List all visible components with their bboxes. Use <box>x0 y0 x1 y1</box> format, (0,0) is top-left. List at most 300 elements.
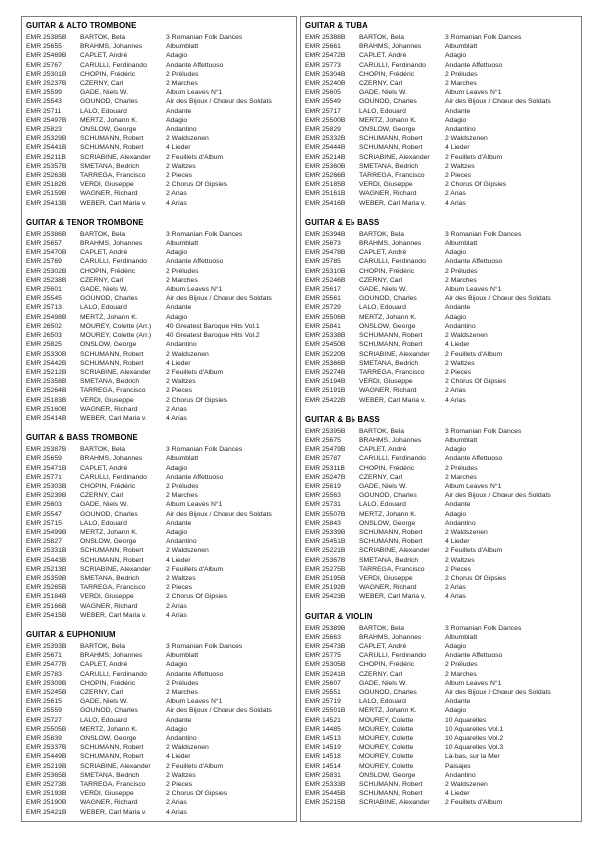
piece-title: 4 Arias <box>166 414 187 422</box>
piece-title: 3 Romanian Folk Dances <box>166 230 243 238</box>
piece-title: Andante Affettuoso <box>445 258 503 266</box>
table-row <box>26 500 292 509</box>
piece-title: 2 Waldszenen <box>445 135 488 143</box>
table-row <box>305 396 577 405</box>
composer-name: CARULLI, Ferdinando <box>359 652 426 660</box>
table-row <box>305 143 577 152</box>
table-row <box>26 670 292 679</box>
table-row <box>305 510 577 519</box>
composer-name: SCHUMANN, Robert <box>359 781 423 789</box>
piece-title: 40 Greatest Baroque Hits Vol.2 <box>166 332 260 340</box>
composer-name: LALO, Edouard <box>359 698 406 706</box>
composer-name: CAPLET, André <box>359 52 407 60</box>
section-title: GUITAR & EUPHONIUM <box>26 629 116 639</box>
table-row <box>26 510 292 519</box>
catalog-number: EMR 25603 <box>26 501 62 509</box>
composer-name: SMETANA, Bedrich <box>80 162 140 170</box>
table-row <box>305 528 577 537</box>
catalog-number: EMR 25395B <box>305 427 346 435</box>
table-row <box>305 153 577 162</box>
composer-name: BRAHMS, Johannes <box>80 455 143 463</box>
piece-title: 2 Chorus Of Gipsies <box>166 181 228 189</box>
composer-name: TARREGA, Francisco <box>80 387 146 395</box>
catalog-number: EMR 25601 <box>26 286 62 294</box>
catalog-number: EMR 25311B <box>305 464 345 472</box>
catalog-number: EMR 25413B <box>26 199 67 207</box>
table-row <box>305 445 577 454</box>
piece-title: 2 Arias <box>445 190 466 198</box>
composer-name: LALO, Edouard <box>80 519 127 527</box>
composer-name: CZERNY, Carl <box>80 689 124 696</box>
table-row <box>26 592 292 601</box>
table-row <box>26 445 292 454</box>
table-row <box>305 642 577 651</box>
table-row <box>305 780 577 789</box>
composer-name: SCHUMANN, Robert <box>80 547 144 555</box>
piece-title: Air des Bijoux / Chœur des Soldats <box>445 689 551 696</box>
table-row <box>26 386 292 395</box>
composer-name: BARTOK, Bela <box>359 34 405 41</box>
table-row <box>305 257 577 266</box>
piece-title: Albumblatt <box>445 43 478 51</box>
table-row <box>26 313 292 322</box>
table-row <box>305 688 577 697</box>
table-row <box>305 771 577 780</box>
composer-name: MOUREY, Colette <box>359 716 414 724</box>
table-row <box>26 574 292 583</box>
piece-title: Album Leaves N°1 <box>445 679 502 687</box>
section-title: GUITAR & TENOR TROMBONE <box>26 217 144 227</box>
catalog-number: EMR 25823 <box>26 126 62 134</box>
composer-name: SCRIABINE, Alexander <box>359 350 430 358</box>
piece-title: 2 Pieces <box>445 172 472 180</box>
catalog-number: EMR 25264B <box>26 387 67 395</box>
catalog-number: EMR 25357B <box>26 162 67 170</box>
composer-name: MERTZ, Johann K. <box>359 116 417 124</box>
composer-name: CAPLET, André <box>359 249 407 257</box>
catalog-number: EMR 25617 <box>305 286 341 294</box>
table-row <box>305 199 577 208</box>
piece-title: Andantino <box>445 519 476 527</box>
composer-name: CARULLI, Ferdinando <box>359 61 426 69</box>
piece-title: Andante <box>166 519 192 527</box>
piece-title: Air des Bijoux / Chœur des Soldats <box>445 295 551 303</box>
piece-title: 2 Waldszenen <box>445 781 488 789</box>
composer-name: WAGNER, Richard <box>359 584 417 592</box>
section-title: GUITAR & BASS TROMBONE <box>26 433 138 443</box>
instrument-section <box>26 218 292 423</box>
piece-title: Andantino <box>445 126 476 134</box>
composer-name: VERDI, Giuseppe <box>80 790 134 798</box>
piece-title: 2 Waltzes <box>445 556 475 564</box>
piece-title: Albumblatt <box>445 436 478 444</box>
table-row <box>26 491 292 500</box>
composer-name: GADE, Niels W. <box>359 286 407 294</box>
table-row <box>305 697 577 706</box>
catalog-number: EMR 25194B <box>305 378 346 386</box>
table-row <box>26 528 292 537</box>
composer-name: WAGNER, Richard <box>80 190 138 198</box>
table-row <box>305 725 577 734</box>
catalog-number: EMR 25239B <box>26 492 67 500</box>
composer-name: MERTZ, Johann K. <box>359 510 417 518</box>
table-row <box>305 473 577 482</box>
composer-name: BRAHMS, Johannes <box>80 240 143 248</box>
piece-title: 2 Feuillets d'Album <box>445 350 503 358</box>
catalog-number: EMR 25161B <box>305 190 346 198</box>
catalog-number: EMR 25182B <box>26 181 67 189</box>
table-row <box>305 574 577 583</box>
catalog-number: EMR 25301B <box>26 70 67 78</box>
composer-name: GADE, Niels W. <box>359 482 407 490</box>
composer-name: MOUREY, Colette (Arr.) <box>80 322 152 330</box>
table-row <box>305 377 577 386</box>
piece-title: Andante <box>166 716 192 724</box>
composer-name: ONSLOW, George <box>359 126 416 134</box>
composer-name: TARREGA, Francisco <box>80 172 146 180</box>
piece-title: 2 Pieces <box>166 781 193 789</box>
table-row <box>26 79 292 88</box>
composer-name: SCHUMANN, Robert <box>80 135 144 143</box>
table-row <box>305 51 577 60</box>
composer-name: SCRIABINE, Alexander <box>80 368 151 376</box>
table-row <box>26 789 292 798</box>
piece-title: 2 Feuillets d'Album <box>166 153 224 161</box>
catalog-number: EMR 25471B <box>26 464 67 472</box>
piece-title: 2 Marches <box>445 670 477 678</box>
catalog-number: EMR 25221B <box>305 547 346 555</box>
catalog-number: EMR 25717 <box>305 107 341 115</box>
composer-name: SCHUMANN, Robert <box>80 350 144 358</box>
table-row <box>26 602 292 611</box>
piece-title: 4 Lieder <box>166 359 191 367</box>
piece-title: Adagio <box>445 642 467 650</box>
catalog-number: EMR 25386B <box>26 230 67 238</box>
table-row <box>26 125 292 134</box>
piece-title: Andante <box>445 501 471 509</box>
composer-name: WEBER, Carl Maria v. <box>359 396 426 404</box>
table-row <box>26 276 292 285</box>
composer-name: BRAHMS, Johannes <box>359 43 422 51</box>
table-row <box>305 454 577 463</box>
composer-name: SCHUMANN, Robert <box>359 144 423 152</box>
composer-name: GADE, Niels W. <box>359 679 407 687</box>
catalog-number: EMR 25783 <box>26 670 62 678</box>
instrument-section <box>26 630 292 817</box>
catalog-number: EMR 25266B <box>305 172 346 180</box>
catalog-number: EMR 25559 <box>26 707 62 715</box>
table-row <box>26 33 292 42</box>
catalog-number: EMR 25166B <box>26 602 67 610</box>
piece-title: 2 Chorus Of Gipsies <box>166 396 228 404</box>
composer-name: CAPLET, André <box>359 642 407 650</box>
catalog-number: EMR 14519 <box>305 744 341 752</box>
piece-title: Adagio <box>166 313 188 321</box>
table-row <box>305 61 577 70</box>
composer-name: CAPLET, André <box>80 464 128 472</box>
composer-name: SCHUMANN, Robert <box>80 144 144 152</box>
piece-title: Album Leaves N°1 <box>445 89 502 97</box>
composer-name: GOUNOD, Charles <box>359 689 417 696</box>
table-row <box>26 688 292 697</box>
composer-name: CARULLI, Ferdinando <box>359 455 426 463</box>
catalog-number: EMR 25387B <box>26 446 67 454</box>
catalog-number: EMR 25415B <box>26 611 67 619</box>
composer-name: SCHUMANN, Robert <box>80 359 144 367</box>
table-row <box>26 565 292 574</box>
table-row <box>26 611 292 620</box>
section-title: GUITAR & E♭ BASS <box>305 217 380 227</box>
catalog-number: EMR 25246B <box>305 276 346 284</box>
composer-name: VERDI, Giuseppe <box>359 181 413 189</box>
table-row <box>305 500 577 509</box>
piece-title: Andante <box>445 698 471 706</box>
piece-title: Album Leaves N°1 <box>445 482 502 490</box>
catalog-number: EMR 25673 <box>305 240 341 248</box>
table-row <box>26 808 292 817</box>
catalog-number: EMR 25394B <box>305 230 346 238</box>
table-row <box>26 743 292 752</box>
table-row <box>26 248 292 257</box>
piece-title: 2 Arias <box>445 387 466 395</box>
piece-title: Adagio <box>445 52 467 60</box>
composer-name: LALO, Edouard <box>359 304 406 312</box>
table-row <box>26 134 292 143</box>
composer-name: BARTOK, Bela <box>80 642 126 650</box>
catalog-number: EMR 25775 <box>305 652 341 660</box>
table-row <box>26 116 292 125</box>
piece-title: 4 Lieder <box>166 144 191 152</box>
catalog-number: EMR 25501B <box>305 707 346 715</box>
piece-title: 2 Pieces <box>166 584 193 592</box>
piece-title: Andante <box>166 107 192 115</box>
piece-title: Andante <box>166 304 192 312</box>
composer-name: CAPLET, André <box>80 249 128 257</box>
composer-name: GADE, Niels W. <box>80 501 128 509</box>
table-row <box>26 350 292 359</box>
piece-title: Air des Bijoux / Chœur des Soldats <box>166 707 272 715</box>
table-row <box>26 725 292 734</box>
table-row <box>305 331 577 340</box>
piece-title: Andantino <box>445 322 476 330</box>
composer-name: GADE, Niels W. <box>80 698 128 706</box>
catalog-number: EMR 25241B <box>305 670 346 678</box>
table-row <box>26 556 292 565</box>
piece-title: 2 Waltzes <box>166 574 196 582</box>
table-row <box>305 624 577 633</box>
composer-name: CAPLET, André <box>80 52 128 60</box>
catalog-number: EMR 25451B <box>305 538 346 546</box>
table-row <box>305 716 577 725</box>
piece-title: 4 Arias <box>166 199 187 207</box>
piece-title: Adagio <box>445 313 467 321</box>
catalog-number: EMR 25449B <box>26 753 67 761</box>
catalog-number: EMR 25607 <box>305 679 341 687</box>
catalog-number: EMR 25767 <box>26 61 62 69</box>
piece-title: 4 Lieder <box>445 538 470 546</box>
piece-title: 4 Arias <box>166 808 187 816</box>
composer-name: WAGNER, Richard <box>80 799 138 807</box>
catalog-number: EMR 26502 <box>26 322 62 330</box>
piece-title: 10 Aquarelles Vol.1 <box>445 725 504 733</box>
instrument-section <box>305 415 577 602</box>
catalog-number: EMR 25442B <box>26 359 67 367</box>
piece-title: 4 Lieder <box>445 341 470 349</box>
table-row <box>26 482 292 491</box>
piece-title: Album Leaves N°1 <box>445 286 502 294</box>
piece-title: Album Leaves N°1 <box>166 698 223 706</box>
composer-name: BRAHMS, Johannes <box>80 652 143 660</box>
table-row <box>305 546 577 555</box>
composer-name: GOUNOD, Charles <box>359 295 417 303</box>
catalog-number: EMR 25195B <box>305 574 346 582</box>
composer-name: BARTOK, Bela <box>80 34 126 41</box>
catalog-number: EMR 25615 <box>26 698 62 706</box>
catalog-number: EMR 25359B <box>26 574 67 582</box>
catalog-number: EMR 25184B <box>26 593 67 601</box>
piece-title: 2 Marches <box>166 689 198 696</box>
piece-title: 2 Préludes <box>166 679 199 687</box>
table-row <box>26 679 292 688</box>
composer-name: MOUREY, Colette <box>359 744 414 752</box>
table-row <box>305 230 577 239</box>
catalog-number: EMR 25185B <box>305 181 346 189</box>
piece-title: 4 Arias <box>166 611 187 619</box>
catalog-number: EMR 25661 <box>305 43 341 51</box>
catalog-number: EMR 25421B <box>26 808 67 816</box>
catalog-number: EMR 25785 <box>305 258 341 266</box>
catalog-number: EMR 25443B <box>26 556 67 564</box>
table-row <box>26 473 292 482</box>
catalog-number: EMR 25551 <box>305 689 341 696</box>
catalog-number: EMR 25332B <box>305 135 346 143</box>
composer-name: CHOPIN, Frédéric <box>80 679 136 687</box>
table-row <box>26 546 292 555</box>
table-row <box>26 377 292 386</box>
catalog-number: EMR 25213B <box>26 565 67 573</box>
catalog-number: EMR 25265B <box>26 584 67 592</box>
catalog-number: EMR 25191B <box>305 387 346 395</box>
composer-name: MERTZ, Johann K. <box>80 528 138 536</box>
table-row <box>26 368 292 377</box>
catalog-number: EMR 25731 <box>305 501 341 509</box>
section-title: GUITAR & ALTO TROMBONE <box>26 21 137 30</box>
table-row <box>305 171 577 180</box>
table-row <box>305 294 577 303</box>
piece-title: Andantino <box>166 126 197 134</box>
catalog-number: EMR 25619 <box>305 482 341 490</box>
catalog-number: EMR 25499B <box>26 528 67 536</box>
table-row <box>26 583 292 592</box>
piece-title: 2 Préludes <box>166 267 199 275</box>
catalog-number: EMR 14521 <box>305 716 341 724</box>
piece-title: 2 Préludes <box>445 70 478 78</box>
catalog-number: EMR 25393B <box>26 642 67 650</box>
catalog-number: EMR 14485 <box>305 725 341 733</box>
composer-name: SCRIABINE, Alexander <box>359 799 430 807</box>
composer-name: VERDI, Giuseppe <box>80 181 134 189</box>
composer-name: CHOPIN, Frédéric <box>359 464 415 472</box>
catalog-number: EMR 25159B <box>26 190 67 198</box>
piece-title: Adagio <box>166 528 188 536</box>
composer-name: CHOPIN, Frédéric <box>80 267 136 275</box>
table-row <box>26 359 292 368</box>
catalog-number: EMR 25192B <box>305 584 346 592</box>
table-row <box>26 51 292 60</box>
table-row <box>26 405 292 414</box>
piece-title: 2 Arias <box>166 602 187 610</box>
piece-title: 2 Marches <box>445 473 477 481</box>
composer-name: VERDI, Giuseppe <box>359 574 413 582</box>
piece-title: 2 Feuillets d'Album <box>445 799 503 807</box>
catalog-number: EMR 25659 <box>26 455 62 463</box>
instrument-section <box>26 21 292 208</box>
composer-name: BRAHMS, Johannes <box>359 436 422 444</box>
catalog-number: EMR 25506B <box>305 313 346 321</box>
composer-name: SCHUMANN, Robert <box>359 790 423 798</box>
composer-name: MOUREY, Colette <box>359 762 414 770</box>
piece-title: 2 Pieces <box>445 368 472 376</box>
piece-title: Albumblatt <box>166 652 199 660</box>
catalog-number: EMR 25360B <box>305 162 346 170</box>
catalog-number: EMR 25183B <box>26 396 67 404</box>
composer-name: ONSLOW, George <box>80 126 137 134</box>
piece-title: 3 Romanian Folk Dances <box>166 34 243 41</box>
piece-title: 2 Chorus Of Gipsies <box>445 574 507 582</box>
catalog-number: EMR 25237B <box>26 80 67 88</box>
composer-name: SCHUMANN, Robert <box>359 341 423 349</box>
catalog-number: EMR 25238B <box>26 276 67 284</box>
table-row <box>26 798 292 807</box>
piece-title: 2 Waldszenen <box>445 528 488 536</box>
catalog-number: EMR 25309B <box>26 679 67 687</box>
catalog-number: EMR 25497B <box>26 116 67 124</box>
table-row <box>305 42 577 51</box>
piece-title: Air des Bijoux / Chœur des Soldats <box>166 295 272 303</box>
composer-name: WEBER, Carl Maria v. <box>359 593 426 601</box>
table-row <box>26 396 292 405</box>
piece-title: Album Leaves N°1 <box>166 501 223 509</box>
catalog-number: EMR 25303B <box>26 482 67 490</box>
catalog-number: EMR 25547 <box>26 510 62 518</box>
catalog-number: EMR 25729 <box>305 304 341 312</box>
table-row <box>26 331 292 340</box>
table-row <box>305 482 577 491</box>
catalog-number: EMR 14513 <box>305 735 341 743</box>
table-row <box>26 780 292 789</box>
table-row <box>305 565 577 574</box>
table-row <box>305 70 577 79</box>
composer-name: CARULLI, Ferdinando <box>80 258 147 266</box>
composer-name: ONSLOW, George <box>80 538 137 546</box>
piece-title: Andantino <box>445 771 476 779</box>
composer-name: LALO, Edouard <box>80 107 127 115</box>
piece-title: 2 Waltzes <box>166 771 196 779</box>
catalog-number: EMR 25500B <box>305 116 346 124</box>
catalog-number: EMR 25422B <box>305 396 346 404</box>
catalog-number: EMR 25450B <box>305 341 346 349</box>
catalog-number: EMR 25339B <box>305 528 346 536</box>
catalog-number: EMR 25366B <box>305 359 346 367</box>
table-row <box>305 189 577 198</box>
catalog-number: EMR 25338B <box>305 332 346 340</box>
catalog-number: EMR 25713 <box>26 304 62 312</box>
catalog-number: EMR 25827 <box>26 538 62 546</box>
catalog-number: EMR 25549 <box>305 98 341 106</box>
piece-title: Adagio <box>166 249 188 257</box>
composer-name: MERTZ, Johann K. <box>80 725 138 733</box>
composer-name: ONSLOW, George <box>359 771 416 779</box>
